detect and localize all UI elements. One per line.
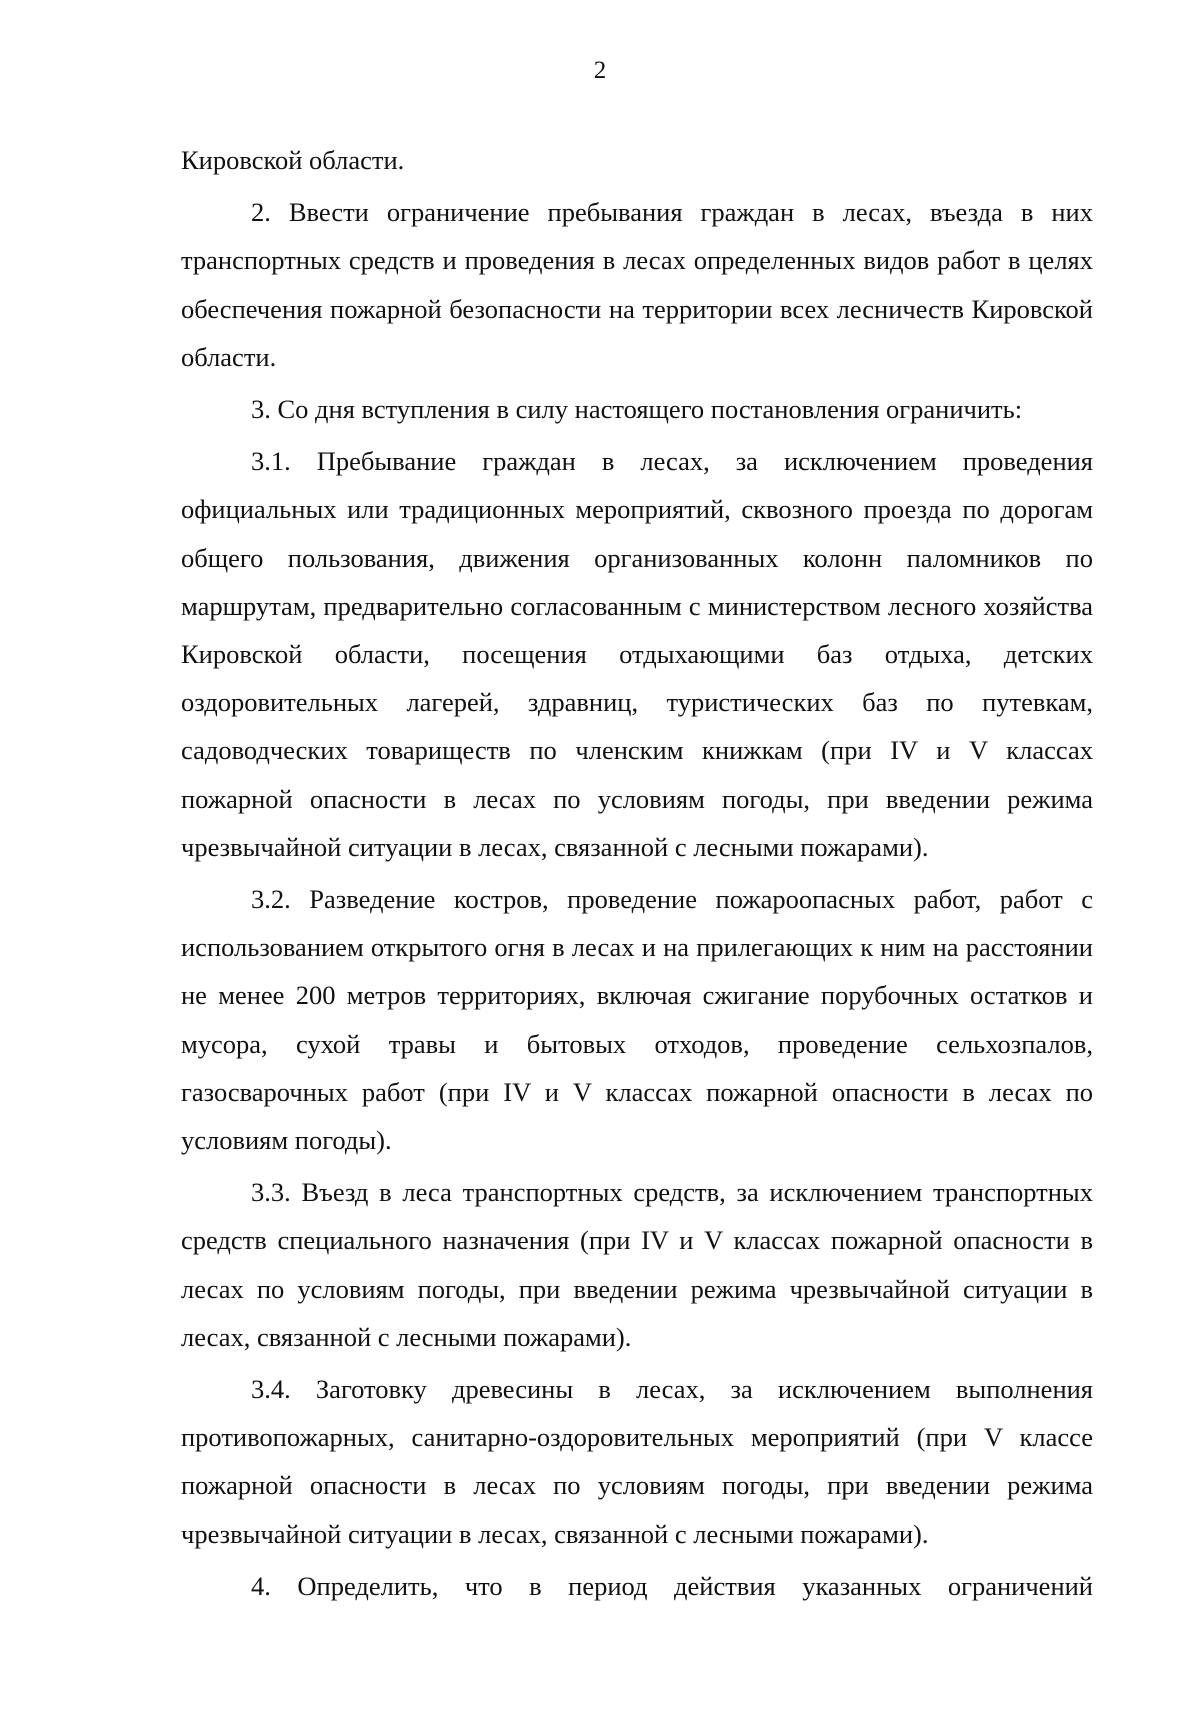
- paragraph-item-3-3: 3.3. Въезд в леса транспортных средств, за исключением транспортных средств специального назначения (при IV и V классах пожарной опасности в лесах по условиям погоды, при введении режима чрезвычайной ситуации в лесах, связанной с лесными пожарами).: [181, 1177, 1093, 1352]
- paragraph-item-2: 2. Ввести ограничение пребывания граждан в лесах, въезда в них транспортных средств и проведения в лесах определенных видов работ в целях обеспечения пожарной безопасности на территории всех лесничеств Кировской области.: [181, 197, 1093, 372]
- paragraph-item-3-2: 3.2. Разведение костров, проведение пожароопасных работ, работ с использованием открытого огня в лесах и на прилегающих к ним на расстоянии не менее 200 метров территориях, включая сжигание порубочных остатков и мусора, сухой травы и бытовых отходов, проведение сельхозпалов, газосварочных работ (при IV и V классах пожарной опасности в лесах по условиям погоды).: [181, 884, 1093, 1156]
- document-body: [181, 136, 1093, 1610]
- paragraph-continuation: Кировской области.: [181, 145, 405, 175]
- paragraph-item-4: 4. Определить, что в период действия указанных ограничений: [251, 1570, 1093, 1601]
- paragraph-item-3-1: 3.1. Пребывание граждан в лесах, за исключением проведения официальных или традиционных мероприятий, сквозного проезда по дорогам общего пользования, движения организованных колонн паломников по маршрутам, предварительно согласованным с министерством лесного хозяйства Кировской области, посещения отдыхающими баз отдыха, детских оздоровительных лагерей, здравниц, туристических баз по путевкам, садоводческих товариществ по членским книжкам (при IV и V классах пожарной опасности в лесах по условиям погоды, при введении режима чрезвычайной ситуации в лесах, связанной с лесными пожарами).: [181, 446, 1093, 862]
- page-number: 2: [593, 57, 607, 84]
- paragraph-item-3-4: 3.4. Заготовку древесины в лесах, за исключением выполнения противопожарных, санитарно-оздоровительных мероприятий (при V классе пожарной опасности в лесах по условиям погоды, при введении режима чрезвычайной ситуации в лесах, связанной с лесными пожарами).: [181, 1374, 1093, 1549]
- paragraph-item-3: 3. Со дня вступления в силу настоящего постановления ограничить:: [251, 394, 1023, 425]
